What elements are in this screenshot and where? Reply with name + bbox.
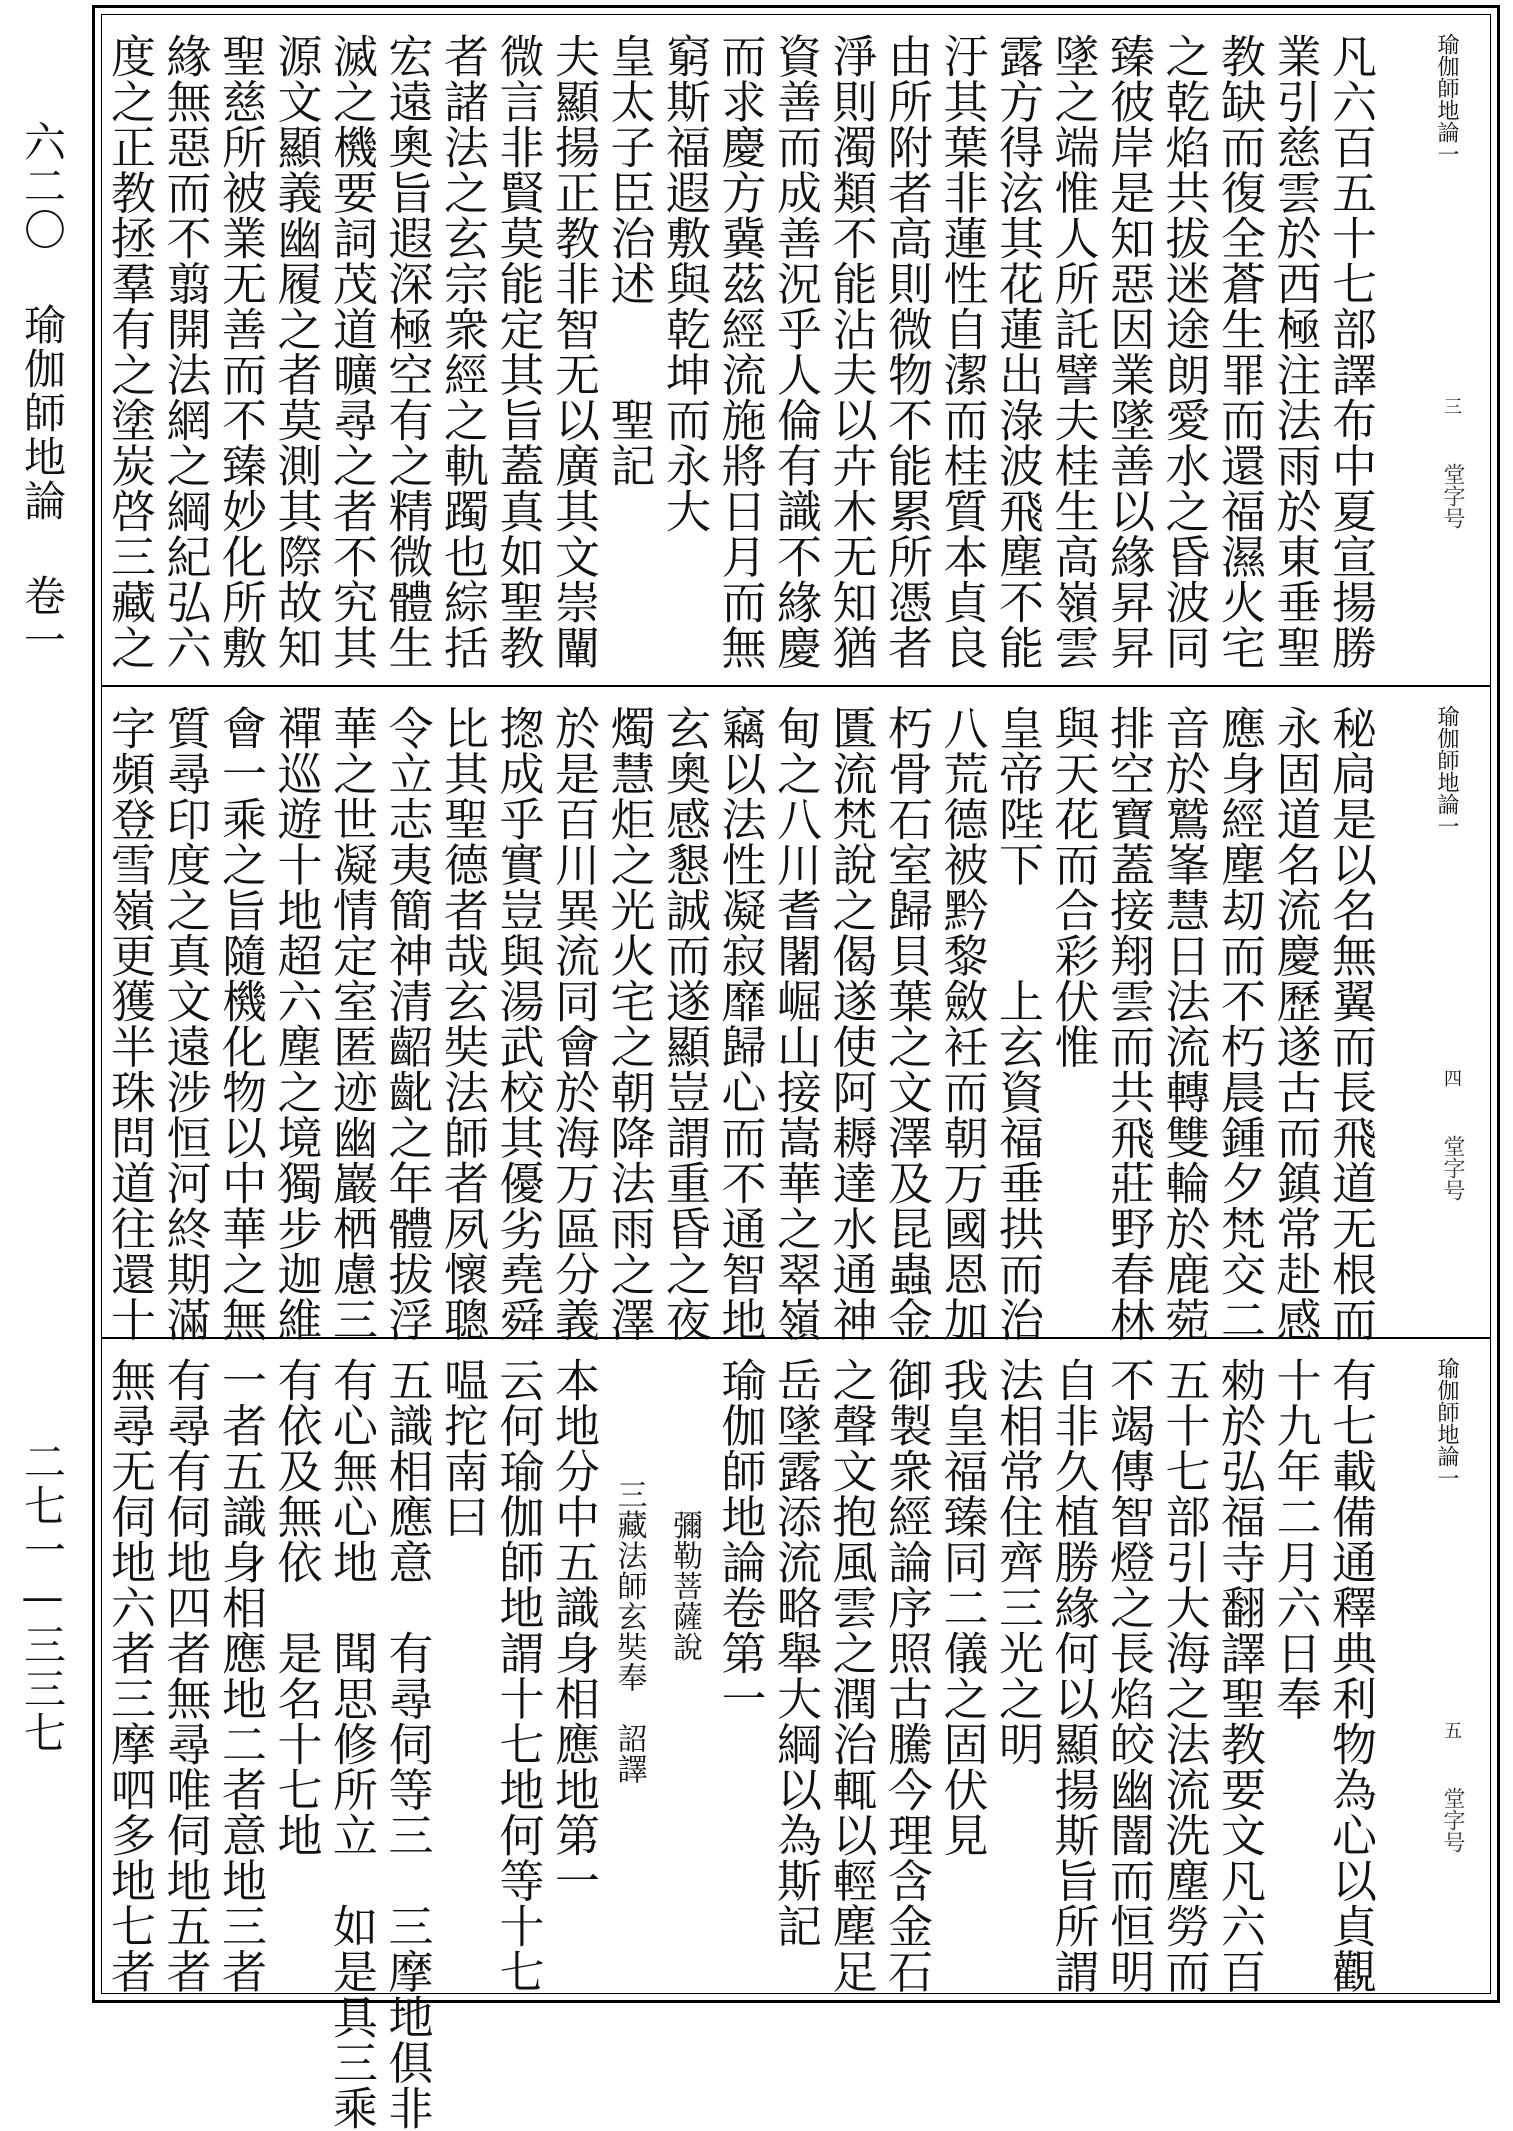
text-column: 汙其葉非蓮性自潔而桂質本貞良 xyxy=(935,33,989,670)
panel-header-title: 瑜伽師地論一 xyxy=(1434,1357,1459,1489)
text-column: 露方得泫其花蓮出淥波飛塵不能 xyxy=(991,33,1044,670)
text-column: 聖慈所被業无善而不臻妙化所敷 xyxy=(214,33,267,670)
text-column: 匱流梵說之偈遂使阿耨達水通神 xyxy=(824,705,878,1342)
text-column: 皇太子臣治述 聖記 xyxy=(602,33,656,488)
panel-header xyxy=(1398,705,1482,1319)
text-column: 音於鷲峯慧日法流轉雙輪於鹿菀 xyxy=(1157,705,1211,1342)
margin-title: 六二〇 瑜伽師地論 卷一 xyxy=(18,120,67,662)
text-column: 燭慧炬之光火宅之朝降法雨之澤 xyxy=(602,705,656,1342)
panel-header-title: 瑜伽師地論一 xyxy=(1434,33,1459,165)
panel-header-page: 四 xyxy=(1444,1069,1462,1090)
text-column: 墜之端惟人所託譬夫桂生高嶺雲 xyxy=(1046,33,1100,670)
panel-header-page: 五 xyxy=(1444,1721,1462,1742)
text-column: 揔成乎實豈與湯武校其優劣堯舜 xyxy=(491,705,545,1342)
text-column: 甸之八川耆闍崛山接嵩華之翠嶺 xyxy=(769,705,822,1342)
text-column: 八荒德被黔黎斂衽而朝万國恩加 xyxy=(935,705,989,1342)
text-column: 應身經塵刧而不朽晨鍾夕梵交二 xyxy=(1213,705,1266,1342)
text-columns xyxy=(103,705,1378,1342)
text-column: 有心無心地 聞思修所立 如是具三乘 xyxy=(325,1357,378,2131)
text-column: 凡六百五十七部譯布中夏宣揚勝 xyxy=(1324,33,1377,670)
panel-header-title: 瑜伽師地論一 xyxy=(1434,705,1459,837)
text-column: 五識相應意 有尋伺等三 三摩地俱非 xyxy=(380,1357,434,2131)
panel-1 xyxy=(102,15,1490,683)
text-column: 會一乘之旨隨機化物以中華之無 xyxy=(214,705,267,1342)
text-column: 令立志夷簡神清齠齔之年體拔浮 xyxy=(380,705,434,1342)
text-column: 皇帝陛下 上玄資福垂拱而治 xyxy=(991,705,1044,1342)
panel-header xyxy=(1398,1357,1482,1983)
text-column: 字頻登雪嶺更獲半珠問道往還十 xyxy=(103,705,156,1342)
text-column: 排空寶蓋接翔雲而共飛莊野春林 xyxy=(1102,705,1155,1342)
text-columns xyxy=(103,33,1378,670)
text-column: 竊以法性凝寂靡歸心而不通智地 xyxy=(713,705,767,1342)
page-frame xyxy=(92,5,1500,2131)
text-column: 五十七部引大海之法流洗塵勞而 xyxy=(1157,1357,1211,1994)
outer-margin xyxy=(0,0,85,2011)
text-column: 滅之機要詞茂道曠尋之者不究其 xyxy=(325,33,378,670)
panel-header-stamp: 堂字号 xyxy=(1440,1135,1465,1201)
text-column: 瑜伽師地論卷第一 xyxy=(713,1357,767,1721)
text-column: 質尋印度之真文遠涉恒河終期滿 xyxy=(158,705,212,1342)
text-column: 岳墜露添流略舉大綱以為斯記 xyxy=(769,1357,822,1949)
panel-header-page: 三 xyxy=(1444,397,1462,418)
panel-3 xyxy=(102,1337,1490,2131)
text-column: 緣無惡而不翦開法網之綱紀弘六 xyxy=(158,33,212,670)
text-column: 者諸法之玄宗衆經之軌躅也綜括 xyxy=(436,33,489,670)
text-column: 玄奧感懇誠而遂顯豈謂重昏之夜 xyxy=(658,705,711,1342)
text-column: 本地分中五識身相應地第一 xyxy=(547,1357,600,1903)
text-column: 而求慶方冀茲經流施將日月而無 xyxy=(713,33,767,670)
text-column: 有尋有伺地四者無尋唯伺地五者 xyxy=(158,1357,212,1994)
text-column: 無尋无伺地六者三摩呬多地七者 xyxy=(103,1357,156,1994)
text-column: 於是百川異流同會於海万區分義 xyxy=(547,705,600,1342)
text-column: 不竭傳智燈之長焰皎幽闇而恒明 xyxy=(1102,1357,1155,1994)
text-column: 之聲文抱風雲之潤治輒以輕塵足 xyxy=(824,1357,878,1994)
text-column: 淨則濁類不能沾夫以卉木无知猶 xyxy=(824,33,878,670)
page-frame-inner xyxy=(101,14,1491,2131)
text-column: 度之正教拯羣有之塗炭啓三藏之 xyxy=(103,33,156,670)
text-column: 窮斯福遐敷與乾坤而永大 xyxy=(658,33,711,534)
panel-header-stamp: 堂字号 xyxy=(1440,463,1465,529)
text-column: 法相常住齊三光之明 xyxy=(991,1357,1044,1767)
text-column: 禪巡遊十地超六塵之境獨步迦維 xyxy=(269,705,323,1342)
text-column: 與天花而合彩伏惟 xyxy=(1046,705,1100,1069)
text-column: 云何瑜伽師地謂十七地何等十七 xyxy=(491,1357,545,1994)
text-column: 比其聖德者哉玄奘法師者夙懷聰 xyxy=(436,705,489,1342)
text-column: 華之世凝情定室匿迹幽巖栖慮三 xyxy=(325,705,378,1342)
text-column: 朽骨石室歸貝葉之文澤及昆蟲金 xyxy=(880,705,933,1342)
text-column: 微言非賢莫能定其旨蓋真如聖教 xyxy=(491,33,545,670)
text-column: 教缺而復全蒼生罪而還福濕火宅 xyxy=(1213,33,1266,670)
text-column: 十九年二月六日奉 xyxy=(1268,1357,1322,1721)
text-column: 業引慈雲於西極注法雨於東垂聖 xyxy=(1268,33,1322,670)
text-column: 有依及無依 是名十七地 xyxy=(269,1357,323,1858)
panel-header-stamp: 堂字号 xyxy=(1440,1787,1465,1853)
text-column: 宏遠奧旨遐深極空有之精微體生 xyxy=(380,33,434,670)
text-column: 三藏法師玄奘奉 詔譯 xyxy=(611,1357,647,1784)
text-column: 嗢拕南曰 xyxy=(436,1357,489,1539)
text-column: 一者五識身相應地二者意地三者 xyxy=(214,1357,267,1994)
text-column: 臻彼岸是知惡因業墜善以緣昇昇 xyxy=(1102,33,1155,670)
text-column: 勑於弘福寺翻譯聖教要文凡六百 xyxy=(1213,1357,1266,1994)
text-column: 源文顯義幽履之者莫測其際故知 xyxy=(269,33,323,670)
text-column: 秘扃是以名無翼而長飛道无根而 xyxy=(1324,705,1377,1342)
text-column: 由所附者高則微物不能累所憑者 xyxy=(880,33,933,670)
text-column: 自非久植勝緣何以顯揚斯旨所謂 xyxy=(1046,1357,1100,1994)
panel-header xyxy=(1398,33,1482,665)
text-column: 資善而成善況乎人倫有識不緣慶 xyxy=(769,33,822,670)
text-column: 彌勒菩薩說 xyxy=(667,1357,702,1662)
text-column: 永固道名流慶歷遂古而鎮常赴感 xyxy=(1268,705,1322,1342)
text-column: 夫顯揚正教非智无以廣其文崇闡 xyxy=(547,33,600,670)
text-column: 御製衆經論序照古騰今理含金石 xyxy=(880,1357,933,1994)
text-columns xyxy=(103,1357,1378,2131)
text-column: 之乾焰共拔迷途朗愛水之昏波同 xyxy=(1157,33,1211,670)
text-column: 我皇福臻同二儀之固伏見 xyxy=(935,1357,989,1858)
panel-2 xyxy=(102,685,1490,1342)
margin-page-number: 二七一—三三七 xyxy=(18,1440,67,1755)
text-column: 有七載備通釋典利物為心以貞觀 xyxy=(1324,1357,1377,1994)
